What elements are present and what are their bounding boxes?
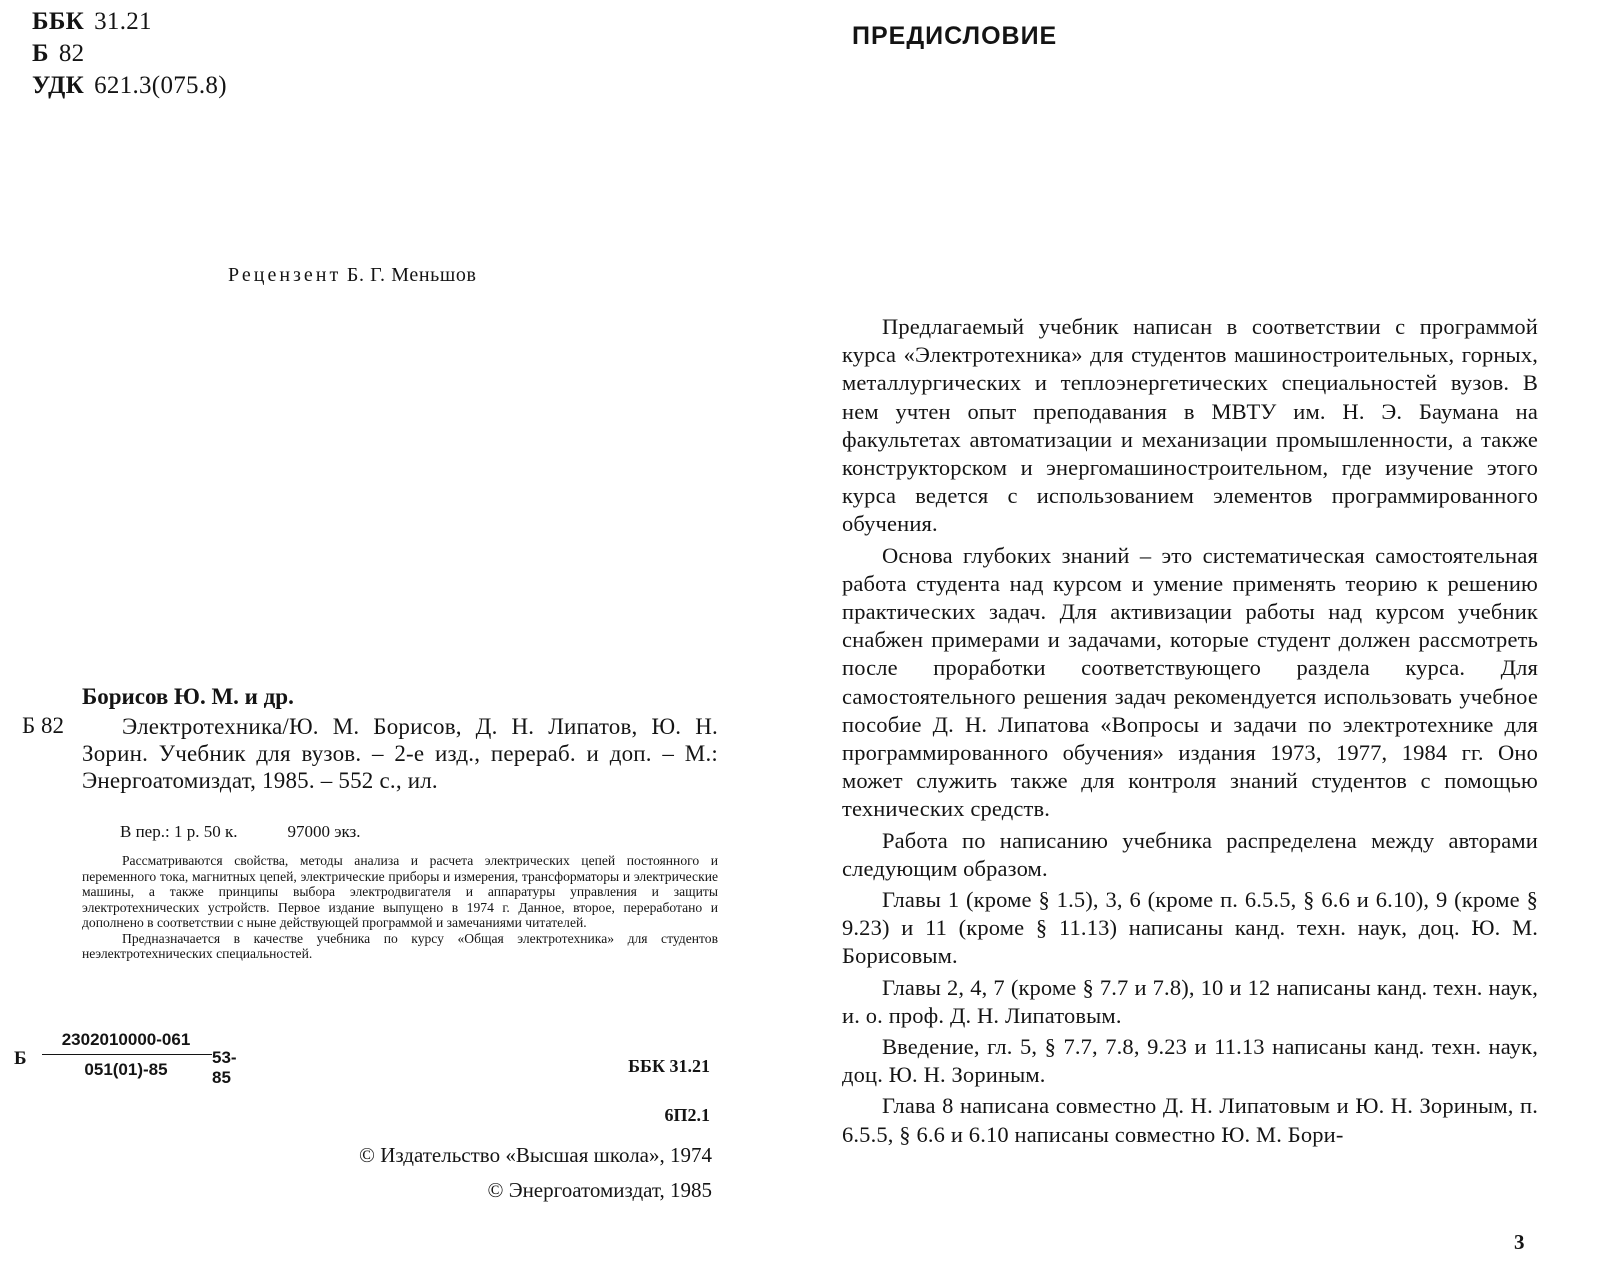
- fraction-numerator: 2302010000-061: [61, 1030, 191, 1049]
- price-line: [120, 822, 361, 842]
- page-number: 3: [1514, 1230, 1525, 1254]
- print-run: 97000 экз.: [287, 822, 361, 841]
- preface-paragraph: Главы 1 (кроме § 1.5), 3, 6 (кроме п. 6.5.5, § 6.6 и 6.10), 9 (кроме § 9.23) и 11 (кроме § 11.13) написаны канд. техн. наук, доц. Ю. М. Борисовым.: [842, 887, 1538, 969]
- classification-codes: [32, 6, 227, 102]
- annotation-paragraph: Рассматриваются свойства, методы анализа и расчета электрических цепей постоянного и переменного тока, магнитных цепей, электрические приборы и измерения, трансформаторы и электрические машины, а также принципы выбора электродвигателя и аппаратуры управления и защиты электротехнических устройств. Первое издание выпущено в 1974 г. Данное, второе, переработано и дополнено в соответствии с ныне действующей программой и замечаниями читателей.: [82, 853, 718, 930]
- fraction-prefix: Б: [14, 1048, 27, 1069]
- record-author: Борисов Ю. М. и др.: [82, 684, 294, 709]
- description-text: Электротехника/Ю. М. Борисов, Д. Н. Липатов, Ю. Н. Зорин. Учебник для вузов. – 2-е изд., перераб. и доп. – М.: Энергоатомиздат, 1985. – 552 с., ил.: [82, 714, 718, 793]
- udk-code: УДК 621.3(075.8): [32, 72, 227, 99]
- preface-paragraph: Основа глубоких знаний – это систематическая самостоятельная работа студента над курсом и умение применять теорию к решению практических задач. Для активизации работы над курсом учебник снабжен примерами и задачами, которые студент должен рассмотреть после проработки соответствующего раздела курса. Для самостоятельного решения задач рекомендуется использовать учебное пособие Д. Н. Липатова «Вопросы и задачи по электротехнике для программированного обучения» издания 1973, 1977, 1984 гг. Оно может служить также для контроля знаний студентов с помощью технических средств.: [842, 542, 1538, 822]
- price: В пер.: 1 р. 50 к.: [120, 822, 238, 841]
- preface-body: [842, 313, 1538, 1152]
- sequence-code: 6П2.1: [664, 1105, 710, 1125]
- preface-paragraph: Введение, гл. 5, § 7.7, 7.8, 9.23 и 11.13 написаны канд. техн. наук, доц. Ю. Н. Зориным.: [842, 1034, 1538, 1088]
- b-code: Б 82: [32, 40, 85, 67]
- reviewer-label: Рецензент: [228, 264, 342, 286]
- reviewer-line: [228, 264, 477, 287]
- bbk-code: ББК 31.21: [32, 8, 152, 35]
- annotation-paragraph: Предназначается в качестве учебника по курсу «Общая электротехника» для студентов неэлектротехнических специальностей.: [82, 930, 718, 961]
- publisher-code-fraction: [14, 1030, 254, 1090]
- fraction-denominator: 051(01)-85: [84, 1060, 168, 1079]
- annotation: [82, 853, 718, 962]
- preface-paragraph: Глава 8 написана совместно Д. Н. Липатовым и Ю. Н. Зориным, п. 6.5.5, § 6.6 и 6.10 написаны совместно Ю. М. Бори-: [842, 1093, 1538, 1147]
- preface-paragraph: Работа по написанию учебника распределена между авторами следующим образом.: [842, 827, 1538, 881]
- record-index: Б 82: [22, 713, 64, 738]
- copyright-line: © Энергоатомиздат, 1985: [487, 1178, 712, 1202]
- fraction-suffix: 53-85: [212, 1048, 237, 1087]
- reviewer-name: Б. Г. Меньшов: [346, 264, 477, 286]
- fraction-line: [42, 1054, 212, 1055]
- copyright-line: © Издательство «Высшая школа», 1974: [359, 1143, 712, 1167]
- preface-heading: ПРЕДИСЛОВИЕ: [852, 22, 1058, 50]
- preface-paragraph: Предлагаемый учебник написан в соответствии с программой курса «Электротехника» для студентов машиностроительных, горных, металлургических и теплоэнергетических специальностей вузов. В нем учтен опыт преподавания в МВТУ им. Н. Э. Баумана на факультетах автоматизации и механизации промышленности, а также конструкторском и энергомашиностроительном, где изучение этого курса ведется с использованием элементов программированного обучения.: [842, 314, 1538, 537]
- bibliographic-description: [82, 713, 718, 794]
- preface-paragraph: Главы 2, 4, 7 (кроме § 7.7 и 7.8), 10 и 12 написаны канд. техн. наук, и. о. проф. Д. Н. Липатовым.: [842, 974, 1538, 1028]
- bbk-footer: ББК 31.21: [628, 1056, 710, 1076]
